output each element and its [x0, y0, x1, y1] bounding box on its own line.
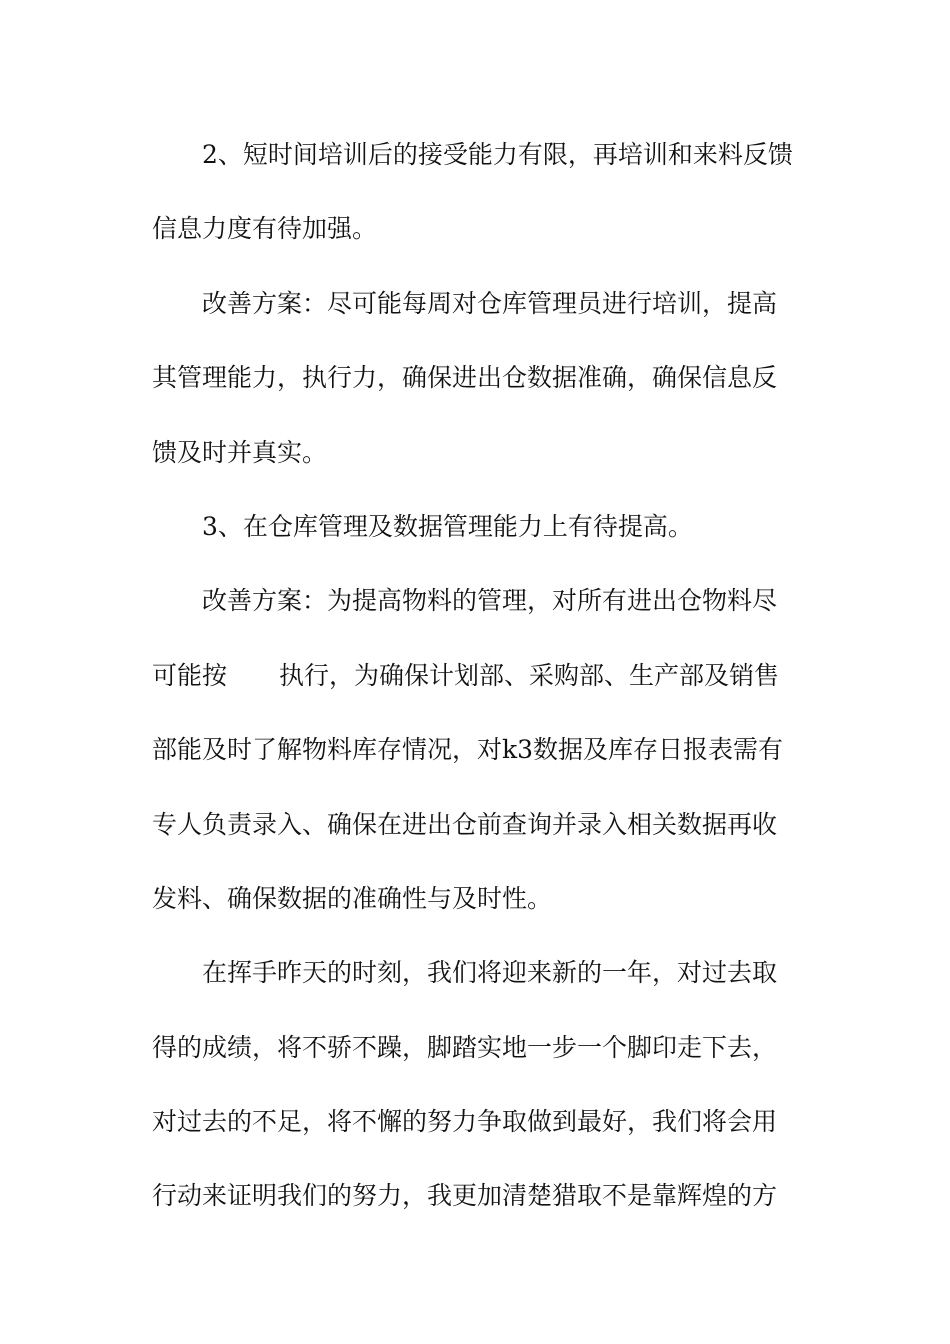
paragraph-line: 在挥手昨天的时刻，我们将迎来新的一年，对过去取: [202, 958, 778, 988]
paragraph-line: 专人负责录入、确保在进出仓前查询并录入相关数据再收: [152, 809, 778, 839]
line-fragment: 执行，为确保计划部、采购部、生产部及销售: [279, 660, 780, 690]
document-body: [152, 118, 812, 1234]
paragraph-line: 得的成绩，将不骄不躁，脚踏实地一步一个脚印走下去，: [152, 1032, 778, 1062]
paragraph-line-with-gap: [152, 639, 812, 713]
paragraph-line: 其管理能力，执行力，确保进出仓数据准确，确保信息反: [152, 363, 778, 393]
paragraph-line: 对过去的不足，将不懈的努力争取做到最好，我们将会用: [152, 1107, 778, 1137]
paragraph-line: 信息力度有待加强。: [152, 214, 378, 244]
paragraph-line: 2、短时间培训后的接受能力有限，再培训和来料反馈: [202, 140, 793, 169]
paragraph-line: 改善方案：为提高物料的管理，对所有进出仓物料尽: [202, 586, 778, 616]
paragraph-line: 发料、确保数据的准确性与及时性。: [152, 883, 553, 913]
paragraph-line: 3、在仓库管理及数据管理能力上有待提高。: [202, 511, 693, 541]
paragraph-line: 馈及时并真实。: [152, 437, 328, 467]
paragraph-line: 行动来证明我们的努力，我更加清楚猎取不是靠辉煌的方: [152, 1181, 778, 1211]
line-fragment: 可能按: [152, 660, 228, 690]
paragraph-line: 部能及时了解物料库存情况，对k3数据及库存日报表需有: [152, 735, 784, 765]
paragraph-line: 改善方案：尽可能每周对仓库管理员进行培训，提高: [202, 288, 778, 318]
